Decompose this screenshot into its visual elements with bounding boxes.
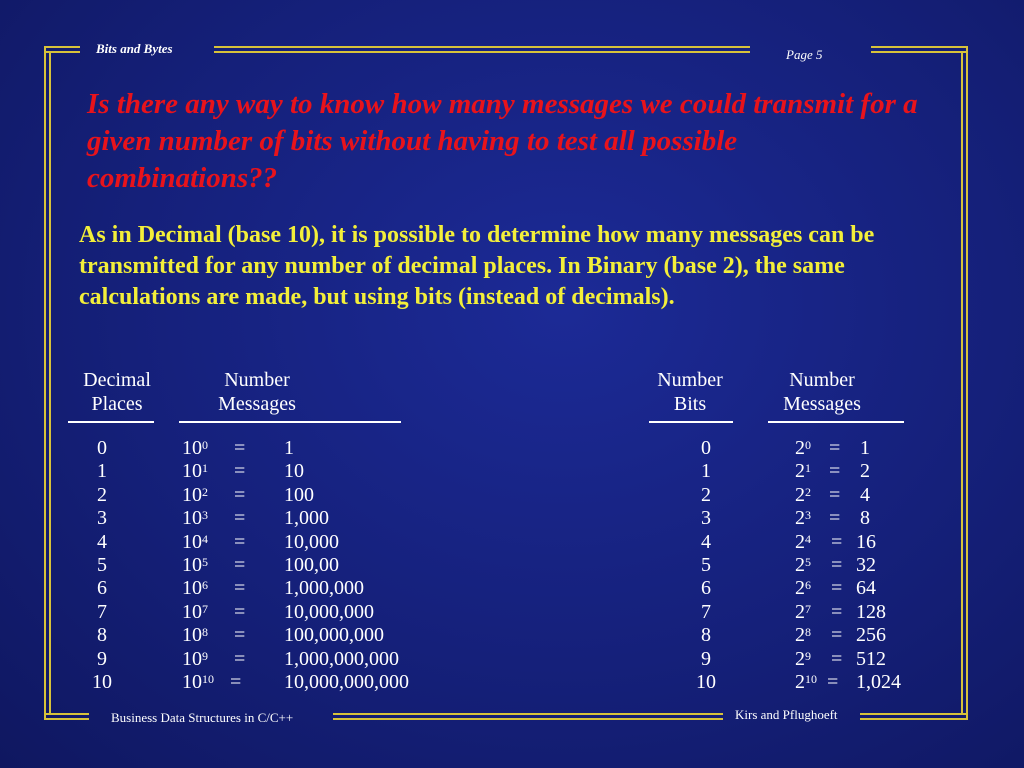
frame-top-right	[871, 46, 968, 48]
binary-bits-cell: 7	[701, 600, 711, 623]
equals-sign: =	[234, 460, 246, 483]
exponent: 0	[805, 438, 811, 452]
equals-sign: =	[831, 624, 843, 647]
equals-sign: =	[829, 507, 841, 530]
equals-sign: =	[829, 483, 841, 506]
exponent: 8	[202, 625, 208, 640]
exponent: 10	[202, 672, 214, 686]
header-line: Number	[789, 369, 855, 391]
binary-bits-cell: 0	[701, 437, 711, 459]
exponent: 4	[202, 531, 208, 546]
frame-bottom-mid	[333, 718, 723, 720]
frame-top-mid	[214, 46, 750, 48]
header-line: Number	[224, 369, 290, 391]
page-number: Page 5	[786, 47, 823, 62]
exponent: 6	[202, 578, 208, 593]
frame-bottom-left	[44, 718, 89, 720]
power-of-ten: $10^9$	[182, 647, 208, 670]
header-line: Messages	[218, 393, 296, 415]
exponent: 0	[202, 438, 208, 452]
header-line: Decimal	[83, 369, 151, 391]
binary-bits-cell: 8	[701, 624, 711, 647]
equals-sign: =	[831, 530, 843, 553]
equals-sign: =	[827, 671, 839, 693]
power-of-ten: $10^5$	[182, 554, 208, 576]
number-bits-rule	[649, 421, 733, 423]
exponent: 3	[805, 508, 811, 523]
decimal-messages-result: 100,00	[284, 554, 339, 576]
footer-course-title: Business Data Structures in C/C++	[111, 710, 294, 725]
exponent: 1	[805, 461, 811, 476]
exponent: 9	[202, 648, 208, 663]
decimal-messages-result: 10,000,000,000	[284, 671, 409, 693]
power-of-ten: $10^1$	[182, 460, 208, 483]
header-line: Messages	[783, 393, 861, 415]
equals-sign: =	[234, 437, 246, 459]
power-of-ten: $10^{10}$	[182, 671, 214, 693]
binary-messages-result: 128	[856, 600, 886, 623]
frame-bottom-right	[860, 718, 968, 720]
exponent: 5	[202, 555, 208, 569]
equals-sign: =	[230, 671, 242, 693]
decimal-places-cell: 10	[92, 671, 112, 693]
slide-question-heading: Is there any way to know how many messages we could transmit for a given number of bits without having to test all possible combinations??	[87, 88, 918, 194]
exponent: 5	[805, 555, 811, 569]
frame-top-left	[44, 46, 80, 48]
binary-messages-result: 16	[856, 530, 876, 553]
binary-messages-result: 1	[860, 437, 870, 459]
binary-bits-cell: 4	[701, 530, 711, 553]
power-of-two: $2^{10}$	[795, 671, 817, 693]
frame-bottom-right	[860, 713, 968, 715]
power-of-two: $2^8$	[795, 624, 811, 647]
exponent: 2	[202, 484, 208, 499]
decimal-messages-result: 10	[284, 460, 304, 483]
power-of-two: $2^6$	[795, 577, 811, 600]
frame-bottom-mid	[333, 713, 723, 715]
exponent: 6	[805, 578, 811, 593]
exponent: 4	[805, 531, 811, 546]
power-of-ten: $10^6$	[182, 577, 208, 600]
equals-sign: =	[234, 577, 246, 600]
binary-bits-cell: 9	[701, 647, 711, 670]
binary-messages-result: 1,024	[856, 671, 901, 693]
power-of-two: $2^5$	[795, 554, 811, 576]
decimal-messages-rule	[179, 421, 401, 423]
power-of-two: $2^7$	[795, 600, 811, 623]
decimal-places-cell: 8	[97, 624, 107, 647]
frame-top-mid	[214, 51, 750, 53]
exponent: 3	[202, 508, 208, 523]
equals-sign: =	[234, 624, 246, 647]
binary-messages-result: 4	[860, 483, 870, 506]
exponent: 9	[805, 648, 811, 663]
binary-messages-result: 64	[856, 577, 876, 600]
power-of-two: $2^3$	[795, 507, 811, 530]
decimal-places-cell: 2	[97, 483, 107, 506]
binary-messages-result: 256	[856, 624, 886, 647]
decimal-places-cell: 4	[97, 530, 107, 553]
binary-messages-result: 8	[860, 507, 870, 530]
decimal-places-cell: 0	[97, 437, 107, 459]
equals-sign: =	[234, 483, 246, 506]
header-line: Bits	[673, 393, 707, 415]
equals-sign: =	[234, 507, 246, 530]
equals-sign: =	[831, 600, 843, 623]
binary-messages-result: 32	[856, 554, 876, 576]
binary-messages-rule	[768, 421, 904, 423]
equals-sign: =	[829, 437, 841, 459]
decimal-places-rule	[68, 421, 154, 423]
frame-right	[966, 46, 968, 720]
exponent: 8	[805, 625, 811, 640]
decimal-messages-result: 1,000	[284, 507, 329, 530]
decimal-places-cell: 5	[97, 554, 107, 576]
decimal-places-cell: 9	[97, 647, 107, 670]
power-of-ten: $10^8$	[182, 624, 208, 647]
binary-messages-header	[770, 368, 874, 416]
binary-bits-cell: 6	[701, 577, 711, 600]
decimal-messages-result: 100	[284, 483, 314, 506]
binary-messages-result: 2	[860, 460, 870, 483]
decimal-messages-result: 1	[284, 437, 294, 459]
footer-authors: Kirs and Pflughoeft	[735, 707, 838, 722]
decimal-messages-result: 1,000,000,000	[284, 647, 399, 670]
equals-sign: =	[831, 647, 843, 670]
power-of-ten: $10^3$	[182, 507, 208, 530]
binary-bits-cell: 2	[701, 483, 711, 506]
power-of-ten: $10^4$	[182, 530, 208, 553]
decimal-places-cell: 1	[97, 460, 107, 483]
header-line: Number	[657, 369, 723, 391]
decimal-messages-result: 100,000,000	[284, 624, 384, 647]
slide-body-paragraph: As in Decimal (base 10), it is possible to determine how many messages can be transmitted for any number of decimal places. In Binary (base 2), the same calculations are made, but using bits (instead of decimals).	[79, 222, 875, 310]
decimal-places-cell: 3	[97, 507, 107, 530]
decimal-messages-result: 10,000	[284, 530, 339, 553]
exponent: 10	[805, 672, 817, 686]
equals-sign: =	[234, 647, 246, 670]
exponent: 1	[202, 461, 208, 476]
number-bits-header	[645, 368, 735, 416]
binary-messages-result: 512	[856, 647, 886, 670]
power-of-two: $2^1$	[795, 460, 811, 483]
power-of-ten: $10^0$	[182, 437, 208, 459]
exponent: 7	[805, 601, 811, 616]
decimal-places-cell: 6	[97, 577, 107, 600]
equals-sign: =	[234, 554, 246, 576]
power-of-ten: $10^7$	[182, 600, 208, 623]
equals-sign: =	[234, 530, 246, 553]
frame-left	[49, 51, 51, 715]
equals-sign: =	[829, 460, 841, 483]
binary-bits-cell: 3	[701, 507, 711, 530]
equals-sign: =	[234, 600, 246, 623]
frame-top-right	[871, 51, 968, 53]
decimal-places-header	[70, 368, 164, 416]
power-of-ten: $10^2$	[182, 483, 208, 506]
equals-sign: =	[831, 577, 843, 600]
decimal-messages-result: 10,000,000	[284, 600, 374, 623]
decimal-messages-header	[192, 368, 322, 416]
binary-bits-cell: 5	[701, 554, 711, 576]
header-line: Places	[91, 393, 143, 415]
frame-right	[961, 51, 963, 715]
binary-bits-cell: 10	[696, 671, 716, 693]
frame-left	[44, 46, 46, 720]
section-label: Bits and Bytes	[96, 41, 173, 56]
power-of-two: $2^0$	[795, 437, 811, 459]
exponent: 2	[805, 484, 811, 499]
binary-bits-cell: 1	[701, 460, 711, 483]
exponent: 7	[202, 601, 208, 616]
decimal-places-cell: 7	[97, 600, 107, 623]
power-of-two: $2^9$	[795, 647, 811, 670]
equals-sign: =	[831, 554, 843, 576]
power-of-two: $2^2$	[795, 483, 811, 506]
power-of-two: $2^4$	[795, 530, 811, 553]
decimal-messages-result: 1,000,000	[284, 577, 364, 600]
